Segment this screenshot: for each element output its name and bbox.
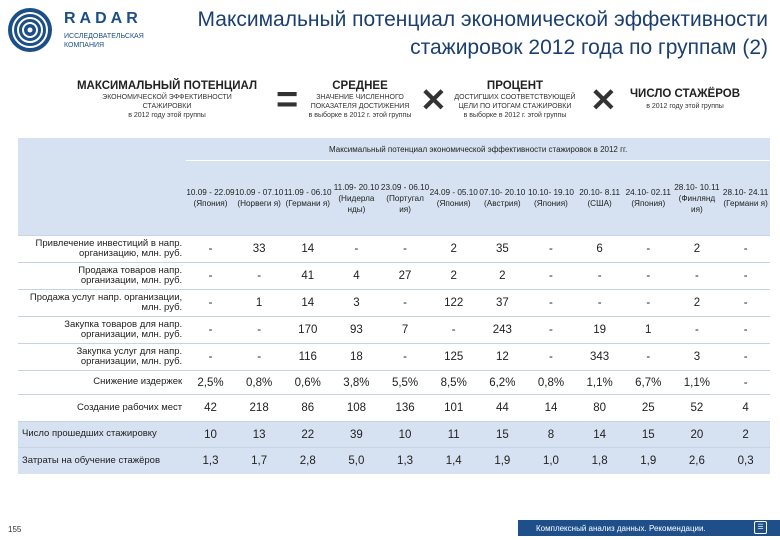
table-cell: 3 xyxy=(673,344,722,371)
table-cell: 8 xyxy=(527,422,576,448)
table-cell: 2 xyxy=(673,290,722,317)
table-cell: - xyxy=(235,344,284,371)
table-cell: 0,3 xyxy=(721,448,770,474)
table-cell: 1,9 xyxy=(624,448,673,474)
table-cell: 1 xyxy=(235,290,284,317)
table-header: Максимальный потенциал экономической эффективности стажировок в 2012 гг. xyxy=(186,138,770,161)
formula-percent xyxy=(450,80,580,120)
table-cell: - xyxy=(381,290,430,317)
page-title: Максимальный потенциал экономической эффективности стажировок 2012 года по группам (2) xyxy=(197,8,768,59)
table-row xyxy=(18,290,770,317)
table-cell: 39 xyxy=(332,422,381,448)
table-cell: 1,3 xyxy=(186,448,235,474)
row-label: Создание рабочих мест xyxy=(18,395,186,422)
table-cell: - xyxy=(575,290,624,317)
table-row xyxy=(18,448,770,474)
table-cell: - xyxy=(624,263,673,290)
table-cell: - xyxy=(527,236,576,263)
formula-percent-note: в выборке в 2012 г. этой группы xyxy=(463,112,567,119)
column-header: 10.09 - 07.10 (Норвеги я) xyxy=(235,161,284,236)
table-cell: - xyxy=(235,317,284,344)
table-cell: - xyxy=(186,236,235,263)
column-header: 11.09 - 06.10 (Германи я) xyxy=(283,161,332,236)
table-cell: 33 xyxy=(235,236,284,263)
table-cell: - xyxy=(721,290,770,317)
table-cell: 4 xyxy=(332,263,381,290)
formula-percent-head: ПРОЦЕНТ xyxy=(486,80,544,92)
table-row xyxy=(18,344,770,371)
table-row xyxy=(18,263,770,290)
table-cell: 2 xyxy=(429,263,478,290)
radar-logo-icon xyxy=(6,6,54,54)
table-cell: 22 xyxy=(283,422,332,448)
table-cell: 6 xyxy=(575,236,624,263)
table-cell: 243 xyxy=(478,317,527,344)
table-cell: 14 xyxy=(283,290,332,317)
table-cell: 101 xyxy=(429,395,478,422)
formula-average xyxy=(300,80,420,120)
table-cell: 44 xyxy=(478,395,527,422)
table-row xyxy=(18,371,770,395)
company-logo xyxy=(6,6,176,56)
formula-interns-head: ЧИСЛО СТАЖЁРОВ xyxy=(629,88,741,100)
table-cell: 1,7 xyxy=(235,448,284,474)
table-cell: 80 xyxy=(575,395,624,422)
table-cell: 27 xyxy=(381,263,430,290)
table-cell: 136 xyxy=(381,395,430,422)
table-cell: - xyxy=(381,236,430,263)
table-cell: - xyxy=(673,317,722,344)
table-cell: 343 xyxy=(575,344,624,371)
column-header: 24.09 - 05.10 (Япония) xyxy=(429,161,478,236)
table-row xyxy=(18,395,770,422)
potential-table xyxy=(18,138,770,474)
column-header: 28.10- 24.11 (Германи я) xyxy=(721,161,770,236)
table-cell: 1,4 xyxy=(429,448,478,474)
column-header: 28.10- 10.11 (Финлянд ия) xyxy=(673,161,722,236)
formula-max-potential-note: в 2012 году этой группы xyxy=(128,112,206,119)
formula-average-note: в выборке в 2012 г. этой группы xyxy=(308,112,412,119)
table-cell: 19 xyxy=(575,317,624,344)
table-cell: 2,6 xyxy=(673,448,722,474)
table-row xyxy=(18,422,770,448)
formula-legend xyxy=(0,80,780,120)
table-cell: 5,0 xyxy=(332,448,381,474)
table-cell: 3 xyxy=(332,290,381,317)
table-cell: - xyxy=(527,317,576,344)
equals-sign-icon: = xyxy=(276,79,299,121)
table-cell: - xyxy=(332,236,381,263)
table-corner xyxy=(18,138,186,236)
table-cell: 1,3 xyxy=(381,448,430,474)
row-label: Закупка услуг для напр. организации, млн. руб. xyxy=(18,344,186,371)
formula-max-potential-head: МАКСИМАЛЬНЫЙ ПОТЕНЦИАЛ xyxy=(76,80,258,92)
table-cell: - xyxy=(721,317,770,344)
table-cell: 1,9 xyxy=(478,448,527,474)
table-cell: 5,5% xyxy=(381,371,430,395)
table-cell: - xyxy=(673,263,722,290)
table-cell: 52 xyxy=(673,395,722,422)
table-cell: 35 xyxy=(478,236,527,263)
formula-max-potential-sub: ЭКОНОМИЧЕСКОЙ ЭФФЕКТИВНОСТИ СТАЖИРОВКИ xyxy=(102,94,232,110)
row-label: Продажа услуг напр. организации, млн. руб. xyxy=(18,290,186,317)
table-cell: - xyxy=(721,344,770,371)
formula-max-potential xyxy=(62,80,272,120)
table-cell: - xyxy=(235,263,284,290)
table-cell: - xyxy=(527,290,576,317)
table-cell: - xyxy=(381,344,430,371)
table-cell: 15 xyxy=(624,422,673,448)
column-header: 07.10- 20.10 (Австрия) xyxy=(478,161,527,236)
table-cell: 4 xyxy=(721,395,770,422)
table-cell: 0,8% xyxy=(235,371,284,395)
table-cell: - xyxy=(186,263,235,290)
formula-percent-sub: ДОСТИГШИХ СООТВЕТСТВУЮЩЕЙ ЦЕЛИ ПО ИТОГАМ СТАЖИРОВКИ xyxy=(454,94,576,110)
table-cell: 0,8% xyxy=(527,371,576,395)
multiply-icon: ✕ xyxy=(590,82,617,118)
table-cell: 8,5% xyxy=(429,371,478,395)
table-cell: - xyxy=(429,317,478,344)
column-header: 23.09 - 06.10 (Португал ия) xyxy=(381,161,430,236)
table-cell: 3,8% xyxy=(332,371,381,395)
formula-average-sub: ЗНАЧЕНИЕ ЧИСЛЕННОГО ПОКАЗАТЕЛЯ ДОСТИЖЕНИЯ xyxy=(310,94,410,110)
formula-average-head: СРЕДНЕЕ xyxy=(332,80,388,92)
column-header: 10.10- 19.10 (Япония) xyxy=(527,161,576,236)
table-cell: 18 xyxy=(332,344,381,371)
table-cell: 108 xyxy=(332,395,381,422)
table-cell: - xyxy=(575,263,624,290)
table-cell: - xyxy=(624,290,673,317)
table-cell: 14 xyxy=(575,422,624,448)
table-cell: 41 xyxy=(283,263,332,290)
table-cell: 6,7% xyxy=(624,371,673,395)
table-cell: 1 xyxy=(624,317,673,344)
table-cell: 1,1% xyxy=(575,371,624,395)
column-header: 24.10- 02.11 (Япония) xyxy=(624,161,673,236)
table-cell: 15 xyxy=(478,422,527,448)
table-cell: 0,6% xyxy=(283,371,332,395)
table-cell: 25 xyxy=(624,395,673,422)
table-cell: 12 xyxy=(478,344,527,371)
table-cell: 2 xyxy=(721,422,770,448)
row-label: Снижение издержек xyxy=(18,371,186,395)
row-label: Продажа товаров напр. организации, млн. руб. xyxy=(18,263,186,290)
table-cell: 13 xyxy=(235,422,284,448)
table-cell: 7 xyxy=(381,317,430,344)
table-cell: 42 xyxy=(186,395,235,422)
formula-interns-count xyxy=(620,88,750,111)
table-cell: 2,5% xyxy=(186,371,235,395)
menu-icon[interactable]: ☰ xyxy=(754,521,767,534)
table-cell: 1,1% xyxy=(673,371,722,395)
table-cell: 14 xyxy=(283,236,332,263)
table-cell: 1,8 xyxy=(575,448,624,474)
row-label: Закупка товаров для напр. организации, млн. руб. xyxy=(18,317,186,344)
table-cell: - xyxy=(186,344,235,371)
table-cell: 2 xyxy=(478,263,527,290)
table-cell: 86 xyxy=(283,395,332,422)
table-cell: 11 xyxy=(429,422,478,448)
column-header: 11.09- 20.10 (Нидерла нды) xyxy=(332,161,381,236)
table-cell: 218 xyxy=(235,395,284,422)
formula-interns-note: в 2012 году этой группы xyxy=(646,103,724,110)
table-cell: 116 xyxy=(283,344,332,371)
table-cell: 93 xyxy=(332,317,381,344)
logo-subtitle: ИССЛЕДОВАТЕЛЬСКАЯ КОМПАНИЯ xyxy=(64,33,144,49)
table-cell: 170 xyxy=(283,317,332,344)
table-cell: 1,0 xyxy=(527,448,576,474)
table-cell: 2 xyxy=(429,236,478,263)
row-label: Число прошедших стажировку xyxy=(18,422,186,448)
table-cell: - xyxy=(624,344,673,371)
table-cell: - xyxy=(527,344,576,371)
multiply-icon: ✕ xyxy=(420,82,447,118)
table-cell: - xyxy=(721,371,770,395)
table-cell: 14 xyxy=(527,395,576,422)
table-cell: 122 xyxy=(429,290,478,317)
table-cell: 6,2% xyxy=(478,371,527,395)
column-header: 20.10- 8.11 (США) xyxy=(575,161,624,236)
page-number: 155 xyxy=(8,525,22,534)
table-cell: 10 xyxy=(186,422,235,448)
footer xyxy=(0,518,780,540)
logo-name: RADAR xyxy=(64,10,142,27)
table-row xyxy=(18,236,770,263)
table-cell: - xyxy=(721,236,770,263)
footer-text: Комплексный анализ данных. Рекомендации. xyxy=(536,524,706,533)
table-cell: - xyxy=(186,317,235,344)
table-cell: 20 xyxy=(673,422,722,448)
table-cell: 2 xyxy=(673,236,722,263)
table-cell: - xyxy=(624,236,673,263)
table-row xyxy=(18,317,770,344)
table-cell: 125 xyxy=(429,344,478,371)
column-header: 10.09 - 22.09 (Япония) xyxy=(186,161,235,236)
row-label: Затраты на обучение стажёров xyxy=(18,448,186,474)
table-cell: 10 xyxy=(381,422,430,448)
table-cell: 2,8 xyxy=(283,448,332,474)
table-cell: - xyxy=(186,290,235,317)
table-cell: - xyxy=(527,263,576,290)
table-cell: - xyxy=(721,263,770,290)
table-cell: 37 xyxy=(478,290,527,317)
row-label: Привлечение инвестиций в напр. организацию, млн. руб. xyxy=(18,236,186,263)
